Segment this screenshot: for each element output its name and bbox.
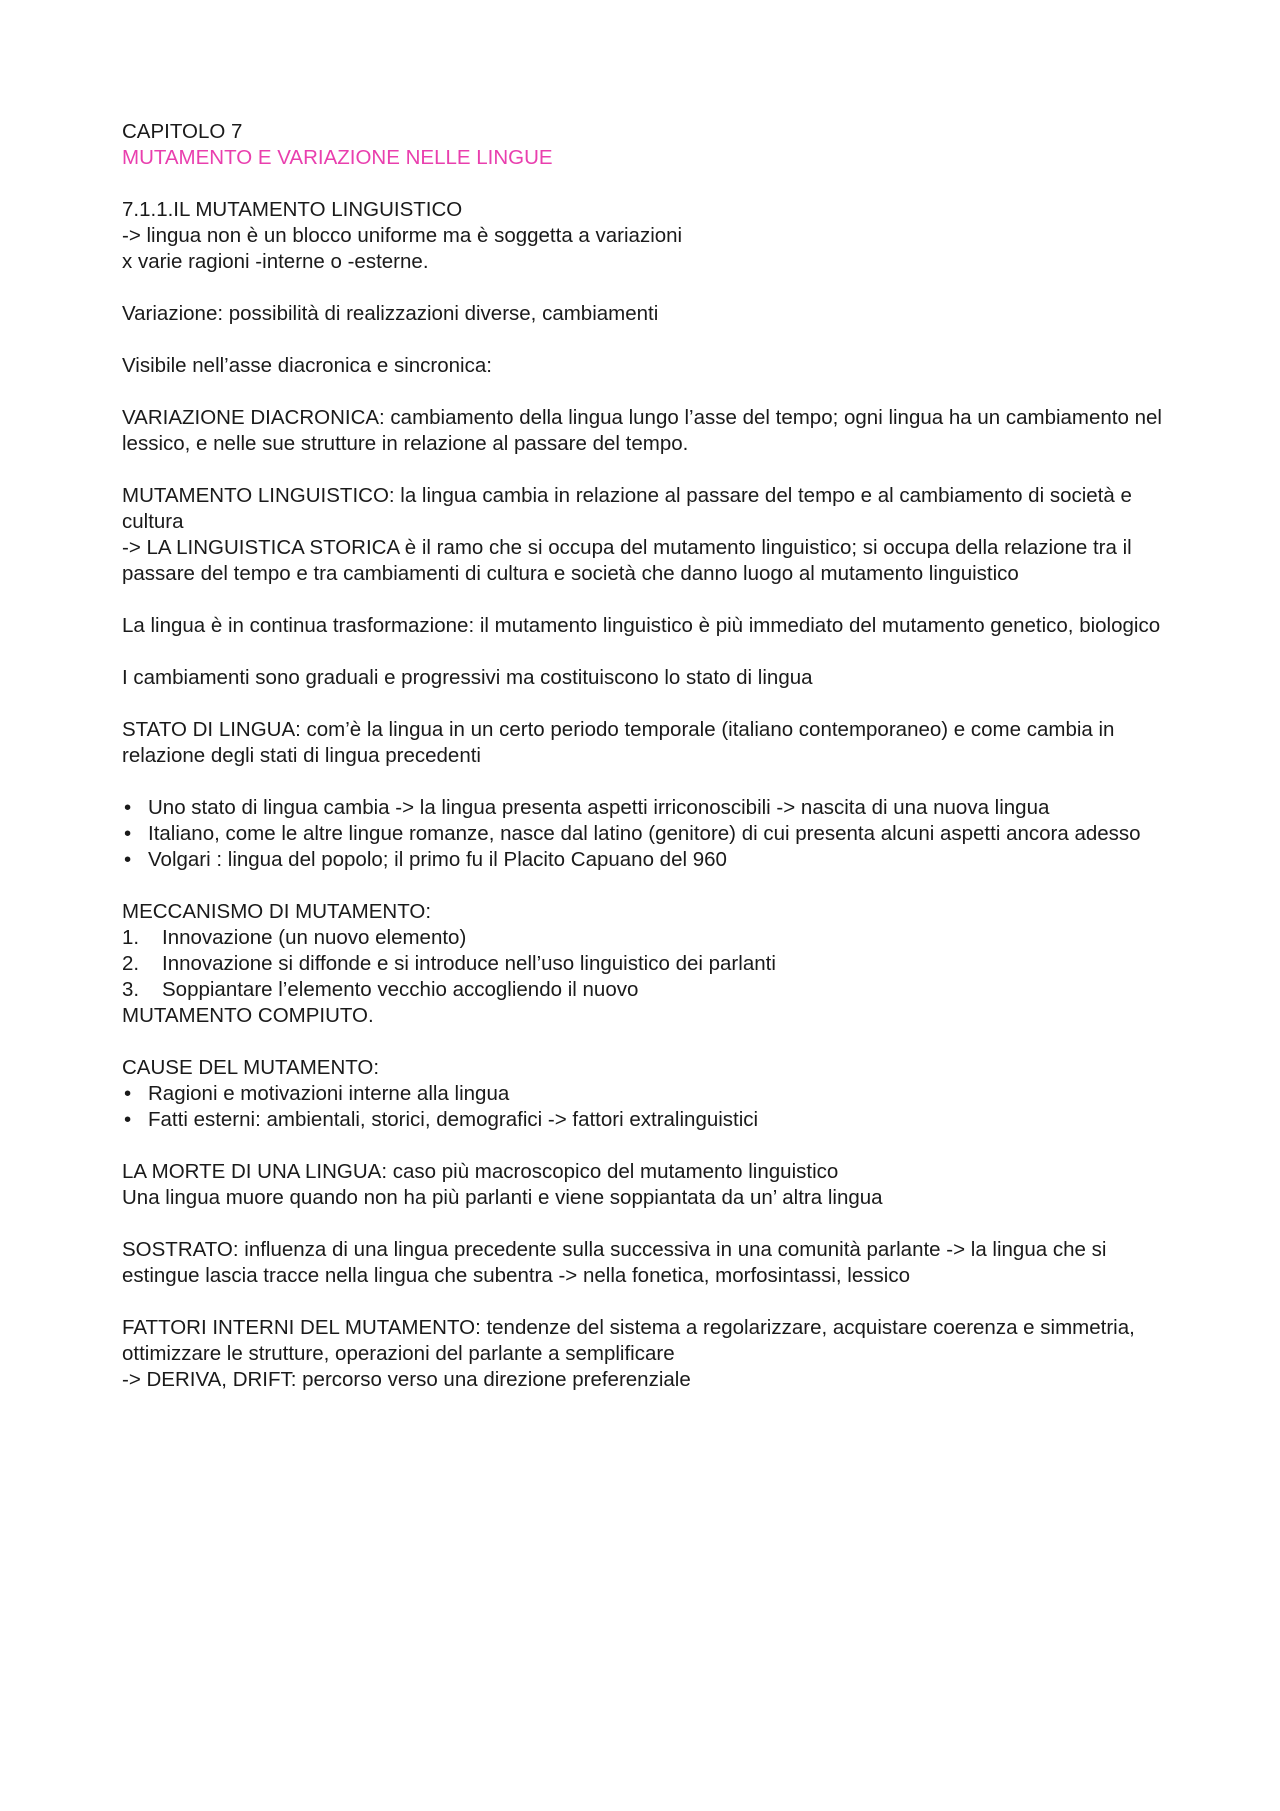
spacer [122,275,1182,301]
list-item [122,977,1182,1003]
list-item-text: Innovazione (un nuovo elemento) [162,926,467,949]
paragraph-trasformazione: La lingua è in continua trasformazione: il mutamento linguistico è più immediato del mutamento genetico, biologico [122,614,1161,637]
paragraph-stato: STATO DI LINGUA: com’è la lingua in un certo periodo temporale (italiano contemporaneo) e come cambia in relazione degli stati di lingua precedenti [122,718,1115,767]
chapter-label: CAPITOLO 7 [122,120,243,143]
intro-line-2: x varie ragioni -interne o -esterne. [122,250,429,273]
chapter-title: MUTAMENTO E VARIAZIONE NELLE LINGUE [122,146,553,169]
meccanismo-heading: MECCANISMO DI MUTAMENTO: [122,900,432,923]
spacer [122,691,1182,717]
paragraph-variazione: Variazione: possibilità di realizzazioni diverse, cambiamenti [122,302,659,325]
spacer [122,457,1182,483]
paragraph-cambiamenti: I cambiamenti sono graduali e progressivi ma costituiscono lo stato di lingua [122,666,813,689]
bullet-icon: • [124,1108,132,1131]
list-item-text: Innovazione si diffonde e si introduce nell’uso linguistico dei parlanti [162,952,776,975]
list-item [122,951,1182,977]
paragraph-deriva: -> DERIVA, DRIFT: percorso verso una direzione preferenziale [122,1368,691,1391]
paragraph-mutamento: MUTAMENTO LINGUISTICO: la lingua cambia in relazione al passare del tempo e al cambiamento di società e cultura [122,484,1132,533]
paragraph-diacronica: VARIAZIONE DIACRONICA: cambiamento della lingua lungo l’asse del tempo; ogni lingua ha un cambiamento nel lessico, e nelle sue strutture in relazione al passare del tempo. [122,406,1162,455]
paragraph-sostrato: SOSTRATO: influenza di una lingua precedente sulla successiva in una comunità parlante -> la lingua che si estingue lascia tracce nella lingua che subentra -> nella fonetica, morfosintassi, lessico [122,1238,1107,1287]
list-item [122,821,1182,847]
meccanismo-result: MUTAMENTO COMPIUTO. [122,1004,374,1027]
list-item [122,1081,1182,1107]
morte-line-2: Una lingua muore quando non ha più parlanti e viene soppiantata da un’ altra lingua [122,1186,883,1209]
spacer [122,327,1182,353]
list-item-text: Ragioni e motivazioni interne alla lingua [148,1082,510,1105]
intro-line-1: -> lingua non è un blocco uniforme ma è soggetta a variazioni [122,224,683,247]
morte-line-1: LA MORTE DI UNA LINGUA: caso più macroscopico del mutamento linguistico [122,1160,839,1183]
step-number: 3. [122,978,140,1001]
list-item [122,847,1182,873]
spacer [122,1289,1182,1315]
list-item-text: Uno stato di lingua cambia -> la lingua presenta aspetti irriconoscibili -> nascita di una nuova lingua [148,796,1050,819]
stato-bullet-list [122,795,1182,873]
spacer [122,1211,1182,1237]
paragraph-visibile: Visibile nell’asse diacronica e sincronica: [122,354,492,377]
bullet-icon: • [124,1082,132,1105]
step-number: 2. [122,952,140,975]
spacer [122,379,1182,405]
spacer [122,873,1182,899]
cause-bullet-list [122,1081,1182,1133]
section-heading: 7.1.1.IL MUTAMENTO LINGUISTICO [122,198,463,221]
bullet-icon: • [124,796,132,819]
list-item [122,925,1182,951]
bullet-icon: • [124,848,132,871]
list-item-text: Fatti esterni: ambientali, storici, demografici -> fattori extralinguistici [148,1108,759,1131]
paragraph-fattori: FATTORI INTERNI DEL MUTAMENTO: tendenze del sistema a regolarizzare, acquistare coerenza e simmetria, ottimizzare le strutture, operazioni del parlante a semplificare [122,1316,1135,1365]
list-item-text: Volgari : lingua del popolo; il primo fu il Placito Capuano del 960 [148,848,727,871]
spacer [122,639,1182,665]
list-item-text: Soppiantare l’elemento vecchio accogliendo il nuovo [162,978,639,1001]
cause-heading: CAUSE DEL MUTAMENTO: [122,1056,380,1079]
step-number: 1. [122,926,140,949]
list-item [122,1107,1182,1133]
list-item-text: Italiano, come le altre lingue romanze, nasce dal latino (genitore) di cui presenta alcuni aspetti ancora adesso [148,822,1141,845]
list-item [122,795,1182,821]
document-page [122,119,1182,1393]
spacer [122,769,1182,795]
spacer [122,1133,1182,1159]
spacer [122,171,1182,197]
meccanismo-steps [122,925,1182,1003]
bullet-icon: • [124,822,132,845]
paragraph-storica: -> LA LINGUISTICA STORICA è il ramo che si occupa del mutamento linguistico; si occupa della relazione tra il passare del tempo e tra cambiamenti di cultura e società che danno luogo al mutamento linguistico [122,536,1132,585]
spacer [122,587,1182,613]
spacer [122,1029,1182,1055]
